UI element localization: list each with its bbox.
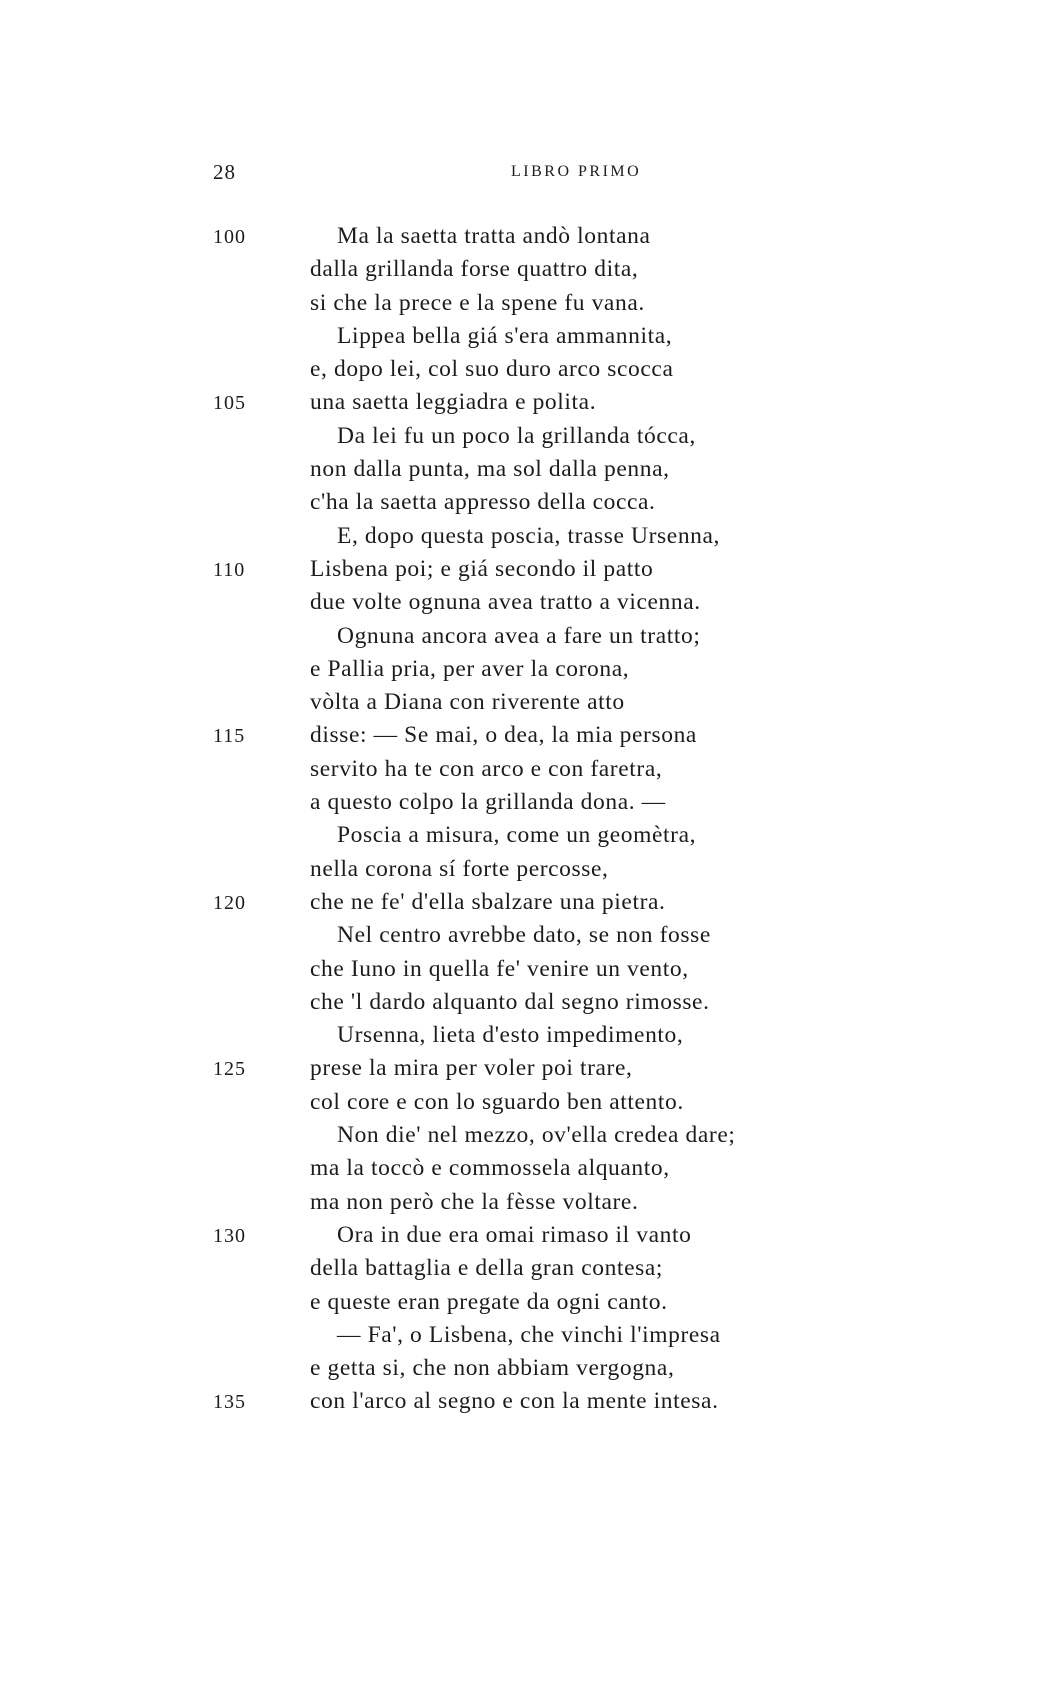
verse-line xyxy=(0,1319,1050,1352)
verse-text: Da lei fu un poco la grillanda tócca, xyxy=(337,422,696,449)
verse-line xyxy=(0,1186,1050,1219)
verse-line xyxy=(0,1119,1050,1152)
verse-line xyxy=(0,586,1050,619)
verse-text: dalla grillanda forse quattro dita, xyxy=(310,256,639,283)
verse-text: che ne fe' d'ella sbalzare una pietra. xyxy=(310,888,666,915)
verse-text: e getta si, che non abbiam vergogna, xyxy=(310,1355,675,1382)
verse-text: Ora in due era omai rimaso il vanto xyxy=(337,1221,692,1248)
verse-text: con l'arco al segno e con la mente intesa. xyxy=(310,1388,719,1415)
verse-text: col core e con lo sguardo ben attento. xyxy=(310,1088,684,1115)
poem-text xyxy=(0,220,1050,1419)
verse-text: Ognuna ancora avea a fare un tratto; xyxy=(337,622,701,649)
page-number: 28 xyxy=(213,160,236,184)
verse-line xyxy=(0,819,1050,852)
verse-line xyxy=(0,253,1050,286)
verse-line xyxy=(0,520,1050,553)
verse-text: servito ha te con arco e con faretra, xyxy=(310,755,663,782)
verse-text: si che la prece e la spene fu vana. xyxy=(310,289,645,316)
verse-text: ma la toccò e commossela alquanto, xyxy=(310,1155,670,1182)
verse-text: e queste eran pregate da ogni canto. xyxy=(310,1288,668,1315)
verse-line xyxy=(0,786,1050,819)
verse-text: della battaglia e della gran contesa; xyxy=(310,1255,664,1282)
verse-text: Ursenna, lieta d'esto impedimento, xyxy=(337,1022,684,1049)
line-number: 105 xyxy=(213,392,246,415)
verse-line xyxy=(0,953,1050,986)
verse-text: — Fa', o Lisbena, che vinchi l'impresa xyxy=(337,1321,721,1348)
verse-text: E, dopo questa poscia, trasse Ursenna, xyxy=(337,522,721,549)
verse-line xyxy=(0,986,1050,1019)
verse-text: e Pallia pria, per aver la corona, xyxy=(310,655,630,682)
verse-text: c'ha la saetta appresso della cocca. xyxy=(310,489,656,516)
line-number: 135 xyxy=(213,1391,246,1414)
verse-line xyxy=(0,719,1050,752)
verse-text: ma non però che la fèsse voltare. xyxy=(310,1188,639,1215)
verse-text: vòlta a Diana con riverente atto xyxy=(310,689,625,716)
verse-line xyxy=(0,353,1050,386)
verse-line xyxy=(0,486,1050,519)
line-number: 125 xyxy=(213,1058,246,1081)
verse-line xyxy=(0,420,1050,453)
running-title: LIBRO PRIMO xyxy=(511,163,642,180)
verse-line xyxy=(0,853,1050,886)
verse-text: Poscia a misura, come un geomètra, xyxy=(337,822,697,849)
verse-text: Nel centro avrebbe dato, se non fosse xyxy=(337,922,711,949)
verse-line xyxy=(0,1086,1050,1119)
verse-text: non dalla punta, ma sol dalla penna, xyxy=(310,456,670,483)
verse-text: Ma la saetta tratta andò lontana xyxy=(337,223,651,249)
verse-line xyxy=(0,1286,1050,1319)
verse-text: che 'l dardo alquanto dal segno rimosse. xyxy=(310,988,710,1015)
verse-line xyxy=(0,1385,1050,1418)
verse-line xyxy=(0,686,1050,719)
verse-line xyxy=(0,886,1050,919)
verse-line xyxy=(0,553,1050,586)
verse-line xyxy=(0,453,1050,486)
verse-line xyxy=(0,1019,1050,1052)
line-number: 120 xyxy=(213,891,246,914)
verse-line xyxy=(0,1052,1050,1085)
verse-line xyxy=(0,386,1050,419)
line-number: 100 xyxy=(213,226,246,248)
verse-text: che Iuno in quella fe' venire un vento, xyxy=(310,955,689,982)
verse-line xyxy=(0,653,1050,686)
verse-text: due volte ognuna avea tratto a vicenna. xyxy=(310,589,701,616)
verse-line xyxy=(0,1252,1050,1285)
line-number: 115 xyxy=(213,725,246,748)
verse-text: disse: — Se mai, o dea, la mia persona xyxy=(310,722,697,749)
page-header xyxy=(0,160,1050,190)
verse-text: Lippea bella giá s'era ammannita, xyxy=(337,322,673,349)
verse-text: una saetta leggiadra e polita. xyxy=(310,389,597,416)
verse-text: nella corona sí forte percosse, xyxy=(310,855,609,882)
verse-text: Lisbena poi; e giá secondo il patto xyxy=(310,555,654,582)
verse-line xyxy=(0,1219,1050,1252)
line-number: 130 xyxy=(213,1224,246,1247)
verse-line xyxy=(0,287,1050,320)
verse-line xyxy=(0,220,1050,253)
verse-line xyxy=(0,1352,1050,1385)
verse-line xyxy=(0,753,1050,786)
verse-line xyxy=(0,1152,1050,1185)
verse-text: e, dopo lei, col suo duro arco scocca xyxy=(310,356,674,383)
verse-text: Non die' nel mezzo, ov'ella credea dare; xyxy=(337,1122,736,1149)
verse-line xyxy=(0,620,1050,653)
verse-line xyxy=(0,320,1050,353)
verse-text: prese la mira per voler poi trare, xyxy=(310,1055,633,1082)
verse-text: a questo colpo la grillanda dona. — xyxy=(310,789,666,816)
verse-line xyxy=(0,919,1050,952)
line-number: 110 xyxy=(213,558,246,581)
